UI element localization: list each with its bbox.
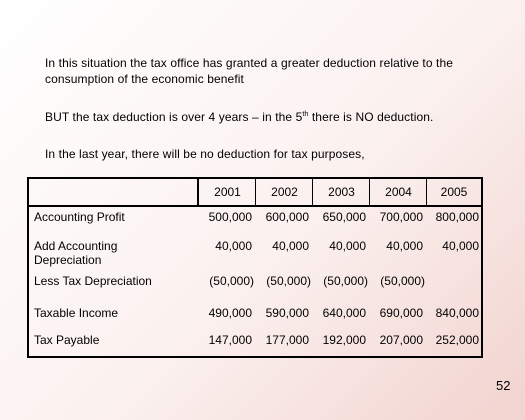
year-label: 2005 bbox=[440, 185, 468, 199]
year-label: 2002 bbox=[271, 185, 298, 199]
row-label-add-accounting-depreciation: Add Accounting Depreciation bbox=[34, 239, 118, 267]
table-cell: 40,000 bbox=[272, 239, 309, 253]
table-cell: 192,000 bbox=[322, 333, 366, 347]
table-cell: 500,000 bbox=[208, 210, 252, 224]
table-cell: (50,000) bbox=[323, 274, 368, 288]
table-cell: 490,000 bbox=[208, 306, 252, 320]
table-cell: 700,000 bbox=[379, 210, 423, 224]
year-label: 2001 bbox=[214, 185, 241, 199]
table-cell: 40,000 bbox=[386, 239, 423, 253]
year-label: 2003 bbox=[328, 185, 355, 199]
table-cell: 40,000 bbox=[442, 239, 479, 253]
year-label: 2004 bbox=[385, 185, 412, 199]
header-corner-cell bbox=[29, 179, 199, 207]
table-cell: 590,000 bbox=[265, 306, 309, 320]
row-label-less-tax-depreciation: Less Tax Depreciation bbox=[34, 274, 152, 288]
table-cell: 252,000 bbox=[435, 333, 479, 347]
ordinal-suffix: th bbox=[302, 111, 309, 118]
table-cell: 650,000 bbox=[322, 210, 366, 224]
table-header-row bbox=[29, 179, 481, 207]
row-label-taxable-income: Taxable Income bbox=[34, 306, 119, 320]
paragraph-text-end: there is NO deduction. bbox=[308, 110, 434, 124]
paragraph-text-start: BUT the tax deduction is over 4 years – in the 5 bbox=[45, 110, 303, 124]
table-cell: 600,000 bbox=[265, 210, 309, 224]
table-cell: 207,000 bbox=[379, 333, 423, 347]
table-cell: 840,000 bbox=[435, 306, 479, 320]
table-cell: 640,000 bbox=[322, 306, 366, 320]
table-cell: (50,000) bbox=[209, 274, 254, 288]
table-cell: 177,000 bbox=[265, 333, 309, 347]
tax-table bbox=[27, 177, 483, 358]
row-label-tax-payable: Tax Payable bbox=[34, 333, 100, 347]
table-cell: 690,000 bbox=[379, 306, 423, 320]
paragraph-four-year-deduction bbox=[45, 109, 495, 125]
table-cell: 800,000 bbox=[435, 210, 479, 224]
paragraph-last-year: In the last year, there will be no deduction for tax purposes, bbox=[45, 147, 365, 161]
row-label-accounting-profit: Accounting Profit bbox=[34, 210, 125, 224]
table-cell: 40,000 bbox=[215, 239, 252, 253]
table-cell: 147,000 bbox=[208, 333, 252, 347]
table-cell: (50,000) bbox=[380, 274, 425, 288]
table-cell: 40,000 bbox=[329, 239, 366, 253]
paragraph-tax-deduction-situation: In this situation the tax office has granted a greater deduction relative to the consumption of the economic benefit bbox=[45, 56, 454, 86]
table-cell: (50,000) bbox=[266, 274, 311, 288]
page-number: 52 bbox=[496, 378, 511, 393]
